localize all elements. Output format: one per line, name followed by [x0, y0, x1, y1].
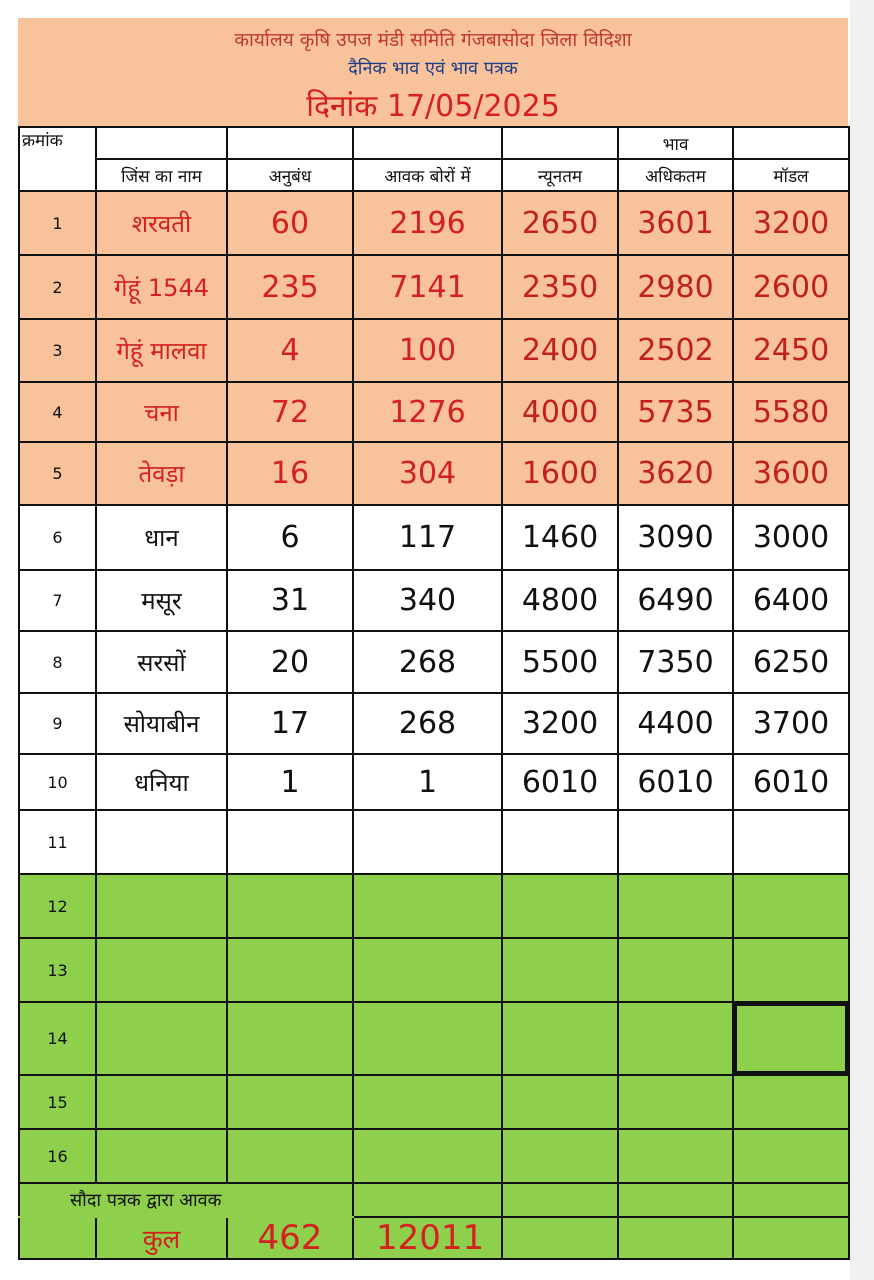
contract-cell[interactable]: 31 — [227, 570, 353, 631]
serial-cell[interactable]: 6 — [19, 505, 96, 570]
office-title: कार्यालय कृषि उपज मंडी समिति गंजबासोदा जिला विदिशा — [234, 29, 632, 51]
min-price-cell[interactable] — [502, 874, 618, 938]
column-header-price-group[interactable]: भाव — [618, 127, 733, 159]
arrival-cell[interactable]: 340 — [353, 570, 502, 631]
contract-cell[interactable] — [227, 810, 353, 874]
min-price-cell[interactable]: 5500 — [502, 631, 618, 693]
serial-cell[interactable]: 16 — [19, 1129, 96, 1183]
arrival-cell[interactable] — [353, 938, 502, 1002]
column-header-max[interactable]: अधिकतम — [618, 159, 733, 191]
min-price-cell[interactable]: 1600 — [502, 442, 618, 505]
scroll-margin — [850, 0, 874, 1280]
modal-price-cell[interactable]: 5580 — [733, 382, 849, 442]
table-row — [19, 191, 849, 255]
contract-cell[interactable]: 16 — [227, 442, 353, 505]
selected-cell[interactable] — [733, 1002, 849, 1075]
modal-price-cell[interactable] — [733, 810, 849, 874]
min-price-cell[interactable] — [502, 810, 618, 874]
crop-name-cell[interactable]: शरवती — [96, 191, 227, 255]
arrival-cell[interactable] — [353, 874, 502, 938]
footer-cell-blank[interactable] — [502, 1217, 618, 1259]
contract-cell[interactable]: 17 — [227, 693, 353, 754]
min-price-cell[interactable]: 2400 — [502, 319, 618, 382]
arrival-cell[interactable] — [353, 1075, 502, 1129]
total-contract[interactable]: 462 — [227, 1217, 353, 1259]
contract-cell[interactable]: 4 — [227, 319, 353, 382]
min-price-cell[interactable]: 4800 — [502, 570, 618, 631]
serial-cell[interactable]: 8 — [19, 631, 96, 693]
table-row — [19, 319, 849, 382]
min-price-cell[interactable]: 2350 — [502, 255, 618, 319]
arrival-cell[interactable] — [353, 810, 502, 874]
column-header-crop[interactable]: जिंस का नाम — [96, 159, 227, 191]
modal-price-cell[interactable] — [733, 938, 849, 1002]
crop-name-cell[interactable]: धान — [96, 505, 227, 570]
modal-price-cell[interactable]: 3200 — [733, 191, 849, 255]
table-row — [19, 255, 849, 319]
crop-name-cell[interactable]: सोयाबीन — [96, 693, 227, 754]
crop-name-cell[interactable] — [96, 810, 227, 874]
max-price-cell[interactable] — [618, 1075, 733, 1129]
max-price-cell[interactable]: 5735 — [618, 382, 733, 442]
report-subtitle: दैनिक भाव एवं भाव पत्रक — [348, 58, 518, 79]
serial-cell[interactable]: 1 — [19, 191, 96, 255]
max-price-cell[interactable] — [618, 938, 733, 1002]
arrival-cell[interactable] — [353, 1002, 502, 1075]
modal-price-cell[interactable] — [733, 874, 849, 938]
table-row — [19, 810, 849, 874]
max-price-cell[interactable] — [618, 874, 733, 938]
arrival-cell[interactable]: 7141 — [353, 255, 502, 319]
footer-cell-blank[interactable] — [618, 1217, 733, 1259]
max-price-cell[interactable]: 7350 — [618, 631, 733, 693]
max-price-cell[interactable]: 6490 — [618, 570, 733, 631]
arrival-cell[interactable] — [353, 1129, 502, 1183]
price-table — [18, 126, 850, 1260]
total-arrival[interactable]: 12011 — [353, 1217, 502, 1259]
max-price-cell[interactable]: 6010 — [618, 754, 733, 810]
header-cell-blank[interactable] — [353, 127, 502, 159]
table-row — [19, 505, 849, 570]
contract-cell[interactable]: 235 — [227, 255, 353, 319]
crop-name-cell[interactable]: सरसों — [96, 631, 227, 693]
max-price-cell[interactable]: 2980 — [618, 255, 733, 319]
crop-name-cell[interactable]: मसूर — [96, 570, 227, 631]
contract-cell[interactable]: 60 — [227, 191, 353, 255]
footer-label-row — [19, 1183, 849, 1217]
table-row — [19, 1075, 849, 1129]
min-price-cell[interactable]: 4000 — [502, 382, 618, 442]
contract-cell[interactable] — [227, 1129, 353, 1183]
modal-price-cell[interactable]: 3600 — [733, 442, 849, 505]
contract-cell[interactable]: 6 — [227, 505, 353, 570]
max-price-cell[interactable] — [618, 1002, 733, 1075]
min-price-cell[interactable]: 2650 — [502, 191, 618, 255]
header-cell-blank[interactable] — [96, 127, 227, 159]
max-price-cell[interactable]: 4400 — [618, 693, 733, 754]
total-label[interactable]: कुल — [96, 1217, 227, 1259]
column-header-contract[interactable]: अनुबंध — [227, 159, 353, 191]
serial-cell[interactable]: 4 — [19, 382, 96, 442]
max-price-cell[interactable] — [618, 1129, 733, 1183]
modal-price-cell[interactable]: 3700 — [733, 693, 849, 754]
modal-price-cell[interactable] — [733, 1129, 849, 1183]
table-row — [19, 874, 849, 938]
serial-cell[interactable]: 15 — [19, 1075, 96, 1129]
max-price-cell[interactable] — [618, 810, 733, 874]
crop-name-cell[interactable] — [96, 1129, 227, 1183]
min-price-cell[interactable] — [502, 1075, 618, 1129]
crop-name-cell[interactable]: धनिया — [96, 754, 227, 810]
modal-price-cell[interactable]: 6400 — [733, 570, 849, 631]
min-price-cell[interactable]: 1460 — [502, 505, 618, 570]
min-price-cell[interactable] — [502, 938, 618, 1002]
contract-cell[interactable] — [227, 938, 353, 1002]
sheet-header — [18, 18, 848, 126]
serial-cell[interactable]: 9 — [19, 693, 96, 754]
serial-cell[interactable]: 10 — [19, 754, 96, 810]
arrival-cell[interactable]: 1 — [353, 754, 502, 810]
crop-name-cell[interactable]: गेहूं मालवा — [96, 319, 227, 382]
header-cell-blank[interactable] — [227, 127, 353, 159]
max-price-cell[interactable]: 3601 — [618, 191, 733, 255]
footer-cell-blank[interactable] — [733, 1217, 849, 1259]
serial-cell[interactable]: 2 — [19, 255, 96, 319]
table-row — [19, 693, 849, 754]
footer-cell-blank[interactable] — [618, 1183, 733, 1217]
report-date: दिनांक 17/05/2025 — [306, 89, 560, 124]
modal-price-cell[interactable]: 2450 — [733, 319, 849, 382]
arrival-cell[interactable]: 117 — [353, 505, 502, 570]
modal-price-cell[interactable] — [733, 1075, 849, 1129]
header-cell-blank[interactable] — [502, 127, 618, 159]
min-price-cell[interactable]: 6010 — [502, 754, 618, 810]
table-row — [19, 442, 849, 505]
max-price-cell[interactable]: 2502 — [618, 319, 733, 382]
min-price-cell[interactable] — [502, 1129, 618, 1183]
serial-cell[interactable]: 5 — [19, 442, 96, 505]
crop-name-cell[interactable]: गेहूं 1544 — [96, 255, 227, 319]
table-row — [19, 754, 849, 810]
crop-name-cell[interactable]: तेवड़ा — [96, 442, 227, 505]
min-price-cell[interactable] — [502, 1002, 618, 1075]
footer-cell-blank[interactable] — [502, 1183, 618, 1217]
crop-name-cell[interactable] — [96, 1002, 227, 1075]
crop-name-cell[interactable] — [96, 1075, 227, 1129]
modal-price-cell[interactable]: 3000 — [733, 505, 849, 570]
contract-cell[interactable] — [227, 1002, 353, 1075]
contract-cell[interactable]: 1 — [227, 754, 353, 810]
arrival-cell[interactable]: 2196 — [353, 191, 502, 255]
modal-price-cell[interactable]: 6010 — [733, 754, 849, 810]
modal-price-cell[interactable]: 6250 — [733, 631, 849, 693]
column-header-modal[interactable]: मॉडल — [733, 159, 849, 191]
footer-cell-blank[interactable] — [733, 1183, 849, 1217]
serial-cell[interactable]: 3 — [19, 319, 96, 382]
table-row — [19, 1002, 849, 1075]
total-row — [19, 1217, 849, 1259]
table-row — [19, 382, 849, 442]
column-header-arrival[interactable]: आवक बोरों में — [353, 159, 502, 191]
contract-cell[interactable] — [227, 874, 353, 938]
contract-cell[interactable]: 72 — [227, 382, 353, 442]
min-price-cell[interactable]: 3200 — [502, 693, 618, 754]
table-row — [19, 570, 849, 631]
max-price-cell[interactable]: 3620 — [618, 442, 733, 505]
serial-cell[interactable]: 11 — [19, 810, 96, 874]
crop-name-cell[interactable] — [96, 874, 227, 938]
serial-cell[interactable]: 7 — [19, 570, 96, 631]
max-price-cell[interactable]: 3090 — [618, 505, 733, 570]
contract-arrival-label[interactable]: सौदा पत्रक द्वारा आवक — [19, 1183, 353, 1217]
header-row-top — [19, 127, 849, 159]
arrival-cell[interactable]: 1276 — [353, 382, 502, 442]
column-header-serial[interactable]: क्रमांक — [19, 127, 96, 191]
contract-cell[interactable] — [227, 1075, 353, 1129]
footer-cell-blank[interactable] — [353, 1183, 502, 1217]
arrival-cell[interactable]: 268 — [353, 631, 502, 693]
header-row-bottom — [19, 159, 849, 191]
table-row — [19, 631, 849, 693]
crop-name-cell[interactable] — [96, 938, 227, 1002]
arrival-cell[interactable]: 100 — [353, 319, 502, 382]
contract-cell[interactable]: 20 — [227, 631, 353, 693]
modal-price-cell[interactable]: 2600 — [733, 255, 849, 319]
serial-cell[interactable]: 13 — [19, 938, 96, 1002]
footer-cell-blank[interactable] — [19, 1217, 96, 1259]
arrival-cell[interactable]: 304 — [353, 442, 502, 505]
header-cell-blank[interactable] — [733, 127, 849, 159]
crop-name-cell[interactable]: चना — [96, 382, 227, 442]
table-row — [19, 938, 849, 1002]
table-row — [19, 1129, 849, 1183]
serial-cell[interactable]: 14 — [19, 1002, 96, 1075]
column-header-min[interactable]: न्यूनतम — [502, 159, 618, 191]
arrival-cell[interactable]: 268 — [353, 693, 502, 754]
serial-cell[interactable]: 12 — [19, 874, 96, 938]
